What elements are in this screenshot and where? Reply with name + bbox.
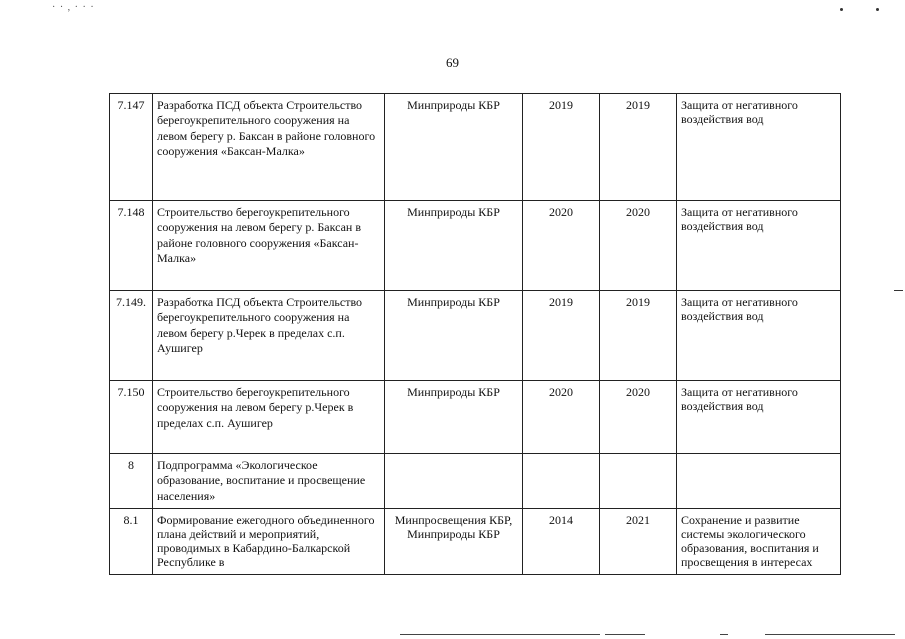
executor: Минприроды КБР [385, 201, 523, 291]
start-year: 2020 [523, 201, 600, 291]
section-number: 8 [110, 454, 153, 509]
program-table [109, 93, 841, 575]
end-year: 2019 [600, 94, 677, 201]
start-year: 2014 [523, 509, 600, 575]
activity-title: Формирование ежегодного объединенного плана действий и мероприятий, проводимых в Кабардино-Балкарской Республике в [153, 509, 385, 575]
scan-edge-line [400, 634, 600, 635]
start-year: 2019 [523, 291, 600, 381]
executor [385, 454, 523, 509]
page-number: 69 [446, 55, 459, 70]
expected-result: Защита от негативного воздействия вод [677, 381, 841, 454]
row-number: 7.150 [110, 381, 153, 454]
end-year: 2020 [600, 201, 677, 291]
expected-result: Защита от негативного воздействия вод [677, 291, 841, 381]
scan-edge-line [765, 634, 895, 635]
executor: Минприроды КБР [385, 94, 523, 201]
expected-result [677, 454, 841, 509]
activity-title: Разработка ПСД объекта Строительство берегоукрепительного сооружения на левом берегу р.Черек в пределах с.п. Аушигер [153, 291, 385, 381]
scan-marks: · · , · · · [52, 2, 95, 13]
expected-result: Сохранение и развитие системы экологического образования, воспитания и просвещения в интересах [677, 509, 841, 575]
scan-edge-line [605, 634, 645, 635]
table-row-section [110, 454, 841, 509]
executor: Минприроды КБР [385, 291, 523, 381]
table-row [110, 201, 841, 291]
executor: Минприроды КБР [385, 381, 523, 454]
start-year: 2020 [523, 381, 600, 454]
expected-result: Защита от негативного воздействия вод [677, 201, 841, 291]
scan-dot [876, 8, 879, 11]
table-row [110, 291, 841, 381]
table-row [110, 94, 841, 201]
table-row [110, 509, 841, 575]
margin-mark [894, 290, 903, 291]
activity-title: Разработка ПСД объекта Строительство берегоукрепительного сооружения на левом берегу р. Баксан в районе головного сооружения «Баксан-Малка» [153, 94, 385, 201]
scan-edge-line [720, 634, 728, 635]
section-title: Подпрограмма «Экологическое образование, воспитание и просвещение населения» [153, 454, 385, 509]
activity-title: Строительство берегоукрепительного сооружения на левом берегу р. Баксан в районе головного сооружения «Баксан-Малка» [153, 201, 385, 291]
row-number: 7.147 [110, 94, 153, 201]
expected-result: Защита от негативного воздействия вод [677, 94, 841, 201]
end-year: 2021 [600, 509, 677, 575]
table-row [110, 381, 841, 454]
end-year: 2020 [600, 381, 677, 454]
start-year: 2019 [523, 94, 600, 201]
scan-dot [840, 8, 843, 11]
end-year [600, 454, 677, 509]
row-number: 7.148 [110, 201, 153, 291]
start-year [523, 454, 600, 509]
activity-title: Строительство берегоукрепительного сооружения на левом берегу р.Черек в пределах с.п. Аушигер [153, 381, 385, 454]
executor: Минпросвещения КБР, Минприроды КБР [385, 509, 523, 575]
row-number: 7.149. [110, 291, 153, 381]
end-year: 2019 [600, 291, 677, 381]
row-number: 8.1 [110, 509, 153, 575]
